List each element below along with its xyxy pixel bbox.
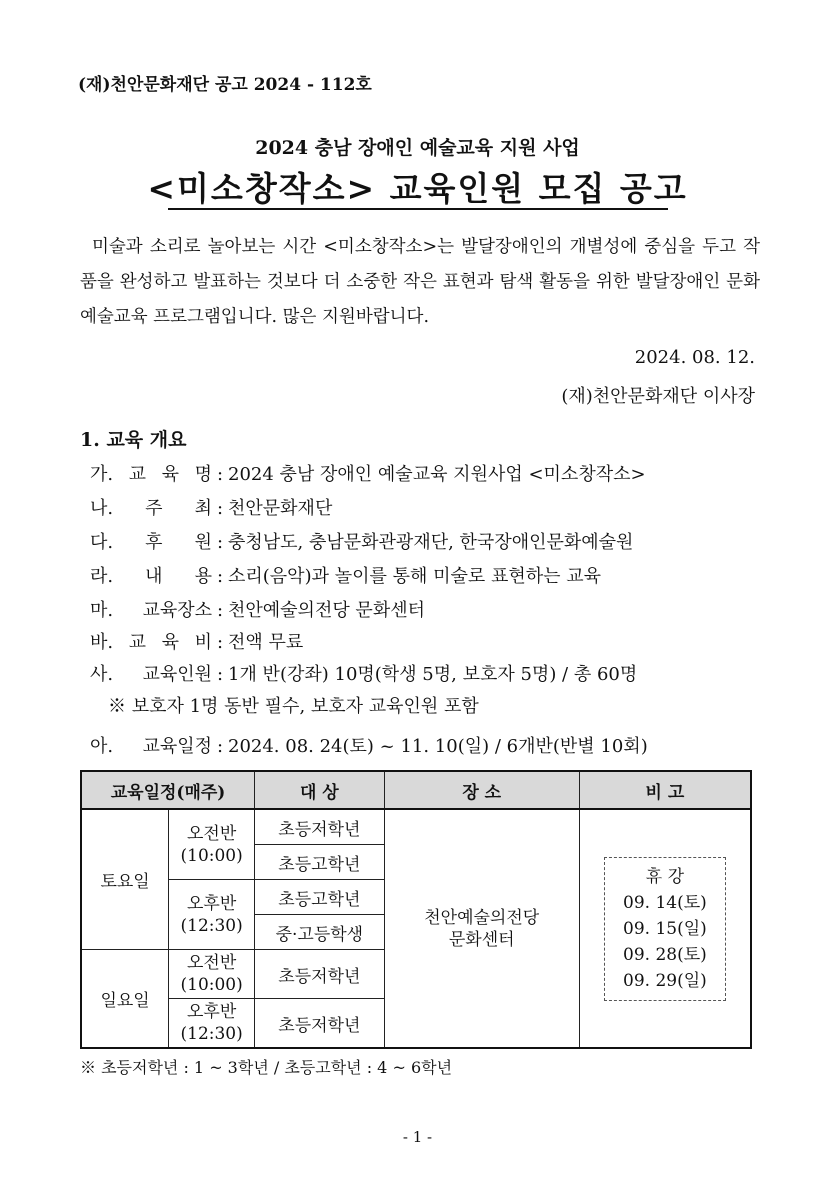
info-value: 소리(음악)과 놀이를 통해 미술로 표현하는 교육 bbox=[228, 566, 602, 587]
place-cell bbox=[384, 809, 579, 1048]
page-number: - 1 - bbox=[402, 1128, 433, 1146]
closure-date: 09. 29(일) bbox=[623, 970, 707, 991]
closure-date: 09. 15(일) bbox=[623, 918, 707, 939]
class-time: (12:30) bbox=[180, 1024, 243, 1044]
info-label: 라. 내 용 bbox=[90, 566, 212, 587]
issuer: (재)천안문화재단 이사장 bbox=[561, 386, 755, 407]
closure-title: 휴 강 bbox=[645, 866, 685, 887]
target-cell: 중·고등학생 bbox=[255, 915, 385, 950]
info-row-content: 라. 내 용 : 소리(음악)과 놀이를 통해 미술로 표현하는 교육 bbox=[90, 562, 601, 588]
table-header-row bbox=[81, 771, 751, 809]
closure-date: 09. 14(토) bbox=[623, 892, 707, 913]
info-value: 천안문화재단 bbox=[228, 498, 333, 519]
schedule-table bbox=[80, 770, 752, 1049]
guardian-note: ※ 보호자 1명 동반 필수, 보호자 교육인원 포함 bbox=[108, 696, 479, 717]
header-target: 대 상 bbox=[255, 771, 385, 809]
place-line1: 천안예술의전당 bbox=[424, 907, 540, 928]
intro-paragraph: 미술과 소리로 놀아보는 시간 <미소창작소>는 발달장애인의 개별성에 중심을 두고 작품을 완성하고 발표하는 것보다 더 소중한 작은 표현과 탐색 활동을 위한 발달장애인 문화 예술교육 프로그램입니다. 많은 지원바랍니다. bbox=[80, 237, 760, 327]
info-label: 사. 교육인원 bbox=[90, 664, 212, 685]
header-place: 장 소 bbox=[384, 771, 579, 809]
info-value: 2024 충남 장애인 예술교육 지원사업 <미소창작소> bbox=[228, 464, 646, 485]
section-title: 1. 교육 개요 bbox=[80, 429, 187, 451]
info-value: 2024. 08. 24(토) ~ 11. 10(일) / 6개반(반별 10회) bbox=[228, 736, 648, 757]
class-time: (12:30) bbox=[180, 915, 243, 936]
info-value: 천안예술의전당 문화센터 bbox=[228, 600, 425, 621]
info-value: 전액 무료 bbox=[228, 632, 304, 653]
target-cell: 초등저학년 bbox=[255, 950, 385, 999]
place-line2: 문화센터 bbox=[448, 929, 515, 950]
info-row-schedule: 아. 교육일정 : 2024. 08. 24(토) ~ 11. 10(일) / 6개반(반별 10회) bbox=[90, 732, 648, 758]
table-row bbox=[81, 809, 751, 845]
title-underline bbox=[168, 208, 668, 210]
class-sun-am bbox=[169, 950, 255, 999]
info-row-capacity: 사. 교육인원 : 1개 반(강좌) 10명(학생 5명, 보호자 5명) / 총 60명 bbox=[90, 660, 637, 686]
info-value: 1개 반(강좌) 10명(학생 5명, 보호자 5명) / 총 60명 bbox=[228, 664, 638, 685]
info-row-host: 나. 주 최 : 천안문화재단 bbox=[90, 494, 332, 520]
class-name: 오후반 bbox=[186, 893, 237, 914]
class-sat-pm bbox=[169, 880, 255, 950]
class-name: 오전반 bbox=[186, 823, 237, 844]
class-sat-am bbox=[169, 809, 255, 880]
day-sunday: 일요일 bbox=[81, 950, 169, 1049]
info-label: 다. 후 원 bbox=[90, 532, 212, 553]
header-remark: 비 고 bbox=[579, 771, 751, 809]
target-cell: 초등고학년 bbox=[255, 845, 385, 880]
notice-date: 2024. 08. 12. bbox=[634, 347, 755, 368]
target-cell: 초등저학년 bbox=[255, 999, 385, 1049]
class-name: 오전반 bbox=[186, 953, 237, 973]
class-time: (10:00) bbox=[180, 975, 243, 995]
subtitle: 2024 충남 장애인 예술교육 지원 사업 bbox=[255, 137, 580, 159]
class-time: (10:00) bbox=[180, 845, 243, 866]
info-row-location: 마. 교육장소 : 천안예술의전당 문화센터 bbox=[90, 596, 425, 622]
header-schedule: 교육일정(매주) bbox=[81, 771, 255, 809]
class-sun-pm bbox=[169, 999, 255, 1049]
remark-cell bbox=[579, 809, 751, 1048]
target-cell: 초등고학년 bbox=[255, 880, 385, 915]
info-row-course-name: 가. 교 육 명 : 2024 충남 장애인 예술교육 지원사업 <미소창작소> bbox=[90, 460, 646, 486]
info-label: 나. 주 최 bbox=[90, 498, 212, 519]
footnote: ※ 초등저학년 : 1 ~ 3학년 / 초등고학년 : 4 ~ 6학년 bbox=[80, 1058, 453, 1077]
info-label: 가. 교 육 명 bbox=[90, 464, 212, 485]
info-label: 바. 교 육 비 bbox=[90, 632, 212, 653]
class-name: 오후반 bbox=[186, 1002, 237, 1022]
target-cell: 초등저학년 bbox=[255, 809, 385, 845]
info-label: 마. 교육장소 bbox=[90, 600, 212, 621]
info-row-fee: 바. 교 육 비 : 전액 무료 bbox=[90, 628, 303, 654]
page-title: <미소창작소> 교육인원 모집 공고 bbox=[147, 169, 688, 208]
day-saturday: 토요일 bbox=[81, 809, 169, 950]
closure-date: 09. 28(토) bbox=[623, 944, 707, 965]
closure-box bbox=[604, 857, 726, 1001]
info-label: 아. 교육일정 bbox=[90, 736, 212, 757]
notice-number: (재)천안문화재단 공고 2024 - 112호 bbox=[78, 75, 372, 95]
info-row-sponsor: 다. 후 원 : 충청남도, 충남문화관광재단, 한국장애인문화예술원 bbox=[90, 528, 633, 554]
info-value: 충청남도, 충남문화관광재단, 한국장애인문화예술원 bbox=[228, 532, 634, 553]
